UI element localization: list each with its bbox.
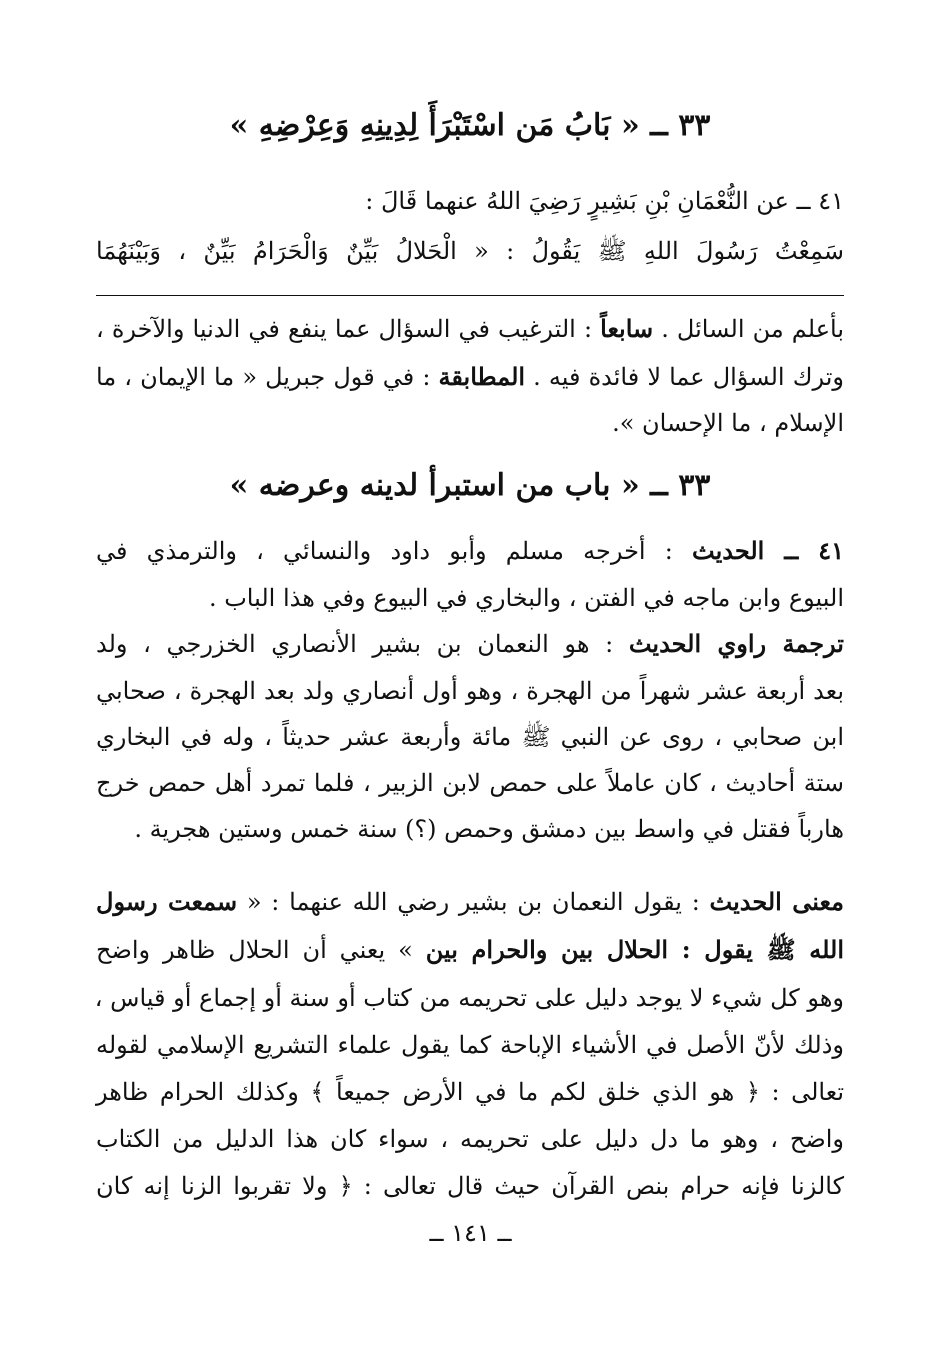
commentary-text: وترك السؤال عما لا فائدة فيه . bbox=[525, 363, 844, 391]
meaning-quote: الله ﷺ يقول : الحلال بين والحرام بين bbox=[425, 935, 844, 964]
hadith-source-line-2: البيوع وابن ماجه في الفتن ، والبخاري في البيوع وفي هذا الباب . bbox=[208, 584, 844, 612]
hadith-label: ٤١ ــ الحديث bbox=[692, 536, 844, 565]
commentary-text: : الترغيب في السؤال عما ينفع في الدنيا والآخرة ، bbox=[96, 315, 601, 343]
footnote-separator bbox=[96, 295, 844, 296]
commentary-keyword-correspondence: المطابقة bbox=[438, 362, 526, 391]
commentary-text: : في قول جبريل « ما الإيمان ، ما bbox=[96, 363, 439, 391]
commentary-keyword-seventh: سابعاً bbox=[600, 314, 654, 343]
narrator-line-3: ابن صحابي ، روى عن النبي ﷺ مائة وأربعة عشر حديثاً ، وله في البخاري bbox=[96, 723, 844, 751]
meaning-quote: سمعت رسول bbox=[96, 887, 238, 916]
commentary-line-2 bbox=[96, 359, 844, 395]
commentary-line-3: الإسلام ، ما الإحسان ». bbox=[612, 409, 844, 437]
hadith-isnad-line: ٤١ ــ عن النُّعْمَانِ بْنِ بَشِيرٍ رَضِيَ اللهُ عنهما قَالَ : bbox=[365, 187, 844, 215]
meaning-line-4: وذلك لأنّ الأصل في الأشياء الإباحة كما يقول علماء التشريع الإسلامي لقوله bbox=[96, 1031, 844, 1059]
commentary-text: بأعلم من السائل . bbox=[653, 315, 845, 343]
meaning-line-7: كالزنا فإنه حرام بنص القرآن حيث قال تعالى : ﴿ ولا تقربوا الزنا إنه كان bbox=[96, 1172, 844, 1200]
hadith-source-line-1 bbox=[96, 533, 844, 569]
meaning-line-6: واضح ، وهو ما دل دليل على تحريمه ، سواء كان هذا الدليل من الكتاب bbox=[96, 1125, 844, 1153]
hadith-text-intro: سَمِعْتُ رَسُولَ اللهِ ﷺ يَقُولُ : « bbox=[456, 237, 845, 265]
page-number: ــ ١٤١ ــ bbox=[429, 1219, 512, 1247]
meaning-label: معنى الحديث bbox=[709, 887, 844, 916]
chapter-heading-vocalized: ٣٣ ــ « بَابُ مَن اسْتَبْرَأَ لِدِينِهِ وَعِرْضِهِ » bbox=[229, 108, 711, 143]
chapter-heading: ٣٣ ــ « باب من استبرأ لدينه وعرضه » bbox=[229, 468, 711, 503]
meaning-line-3: وهو كل شيء لا يوجد دليل على تحريمه من كتاب أو سنة أو إجماع أو قياس ، bbox=[94, 984, 844, 1012]
hadith-text-line bbox=[96, 233, 844, 269]
hadith-text-matn: الْحَلالُ بَيِّنٌ وَالْحَرَامُ بَيِّنٌ ، وَبَيْنَهُمَا bbox=[96, 237, 457, 265]
commentary-line-1 bbox=[96, 311, 844, 347]
meaning-line-2 bbox=[96, 932, 844, 968]
narrator-line-5: هارباً فقتل في واسط بين دمشق وحمص (؟) سنة خمس وستين هجرية . bbox=[134, 815, 844, 843]
narrator-label: ترجمة راوي الحديث bbox=[628, 629, 844, 658]
narrator-line-4: ستة أحاديث ، كان عاملاً على حمص لابن الزبير ، فلما تمرد أهل حمص خرج bbox=[96, 769, 844, 797]
narrator-line-2: بعد أربعة عشر شهراً من الهجرة ، وهو أول أنصاري ولد بعد الهجرة ، صحابي bbox=[96, 677, 844, 705]
meaning-line-1 bbox=[96, 884, 844, 920]
narrator-line-1 bbox=[96, 626, 844, 662]
narrator-text: : هو النعمان بن بشير الأنصاري الخزرجي ، ولد bbox=[96, 630, 629, 658]
meaning-text: : يقول النعمان بن بشير رضي الله عنهما : « bbox=[237, 888, 710, 916]
meaning-line-5: تعالى : ﴿ هو الذي خلق لكم ما في الأرض جميعاً ﴾ وكذلك الحرام ظاهر bbox=[96, 1078, 844, 1106]
hadith-source-text: : أخرجه مسلم وأبو داود والنسائي ، والترمذي في bbox=[96, 537, 693, 565]
meaning-text: » يعني أن الحلال ظاهر واضح bbox=[96, 936, 426, 964]
